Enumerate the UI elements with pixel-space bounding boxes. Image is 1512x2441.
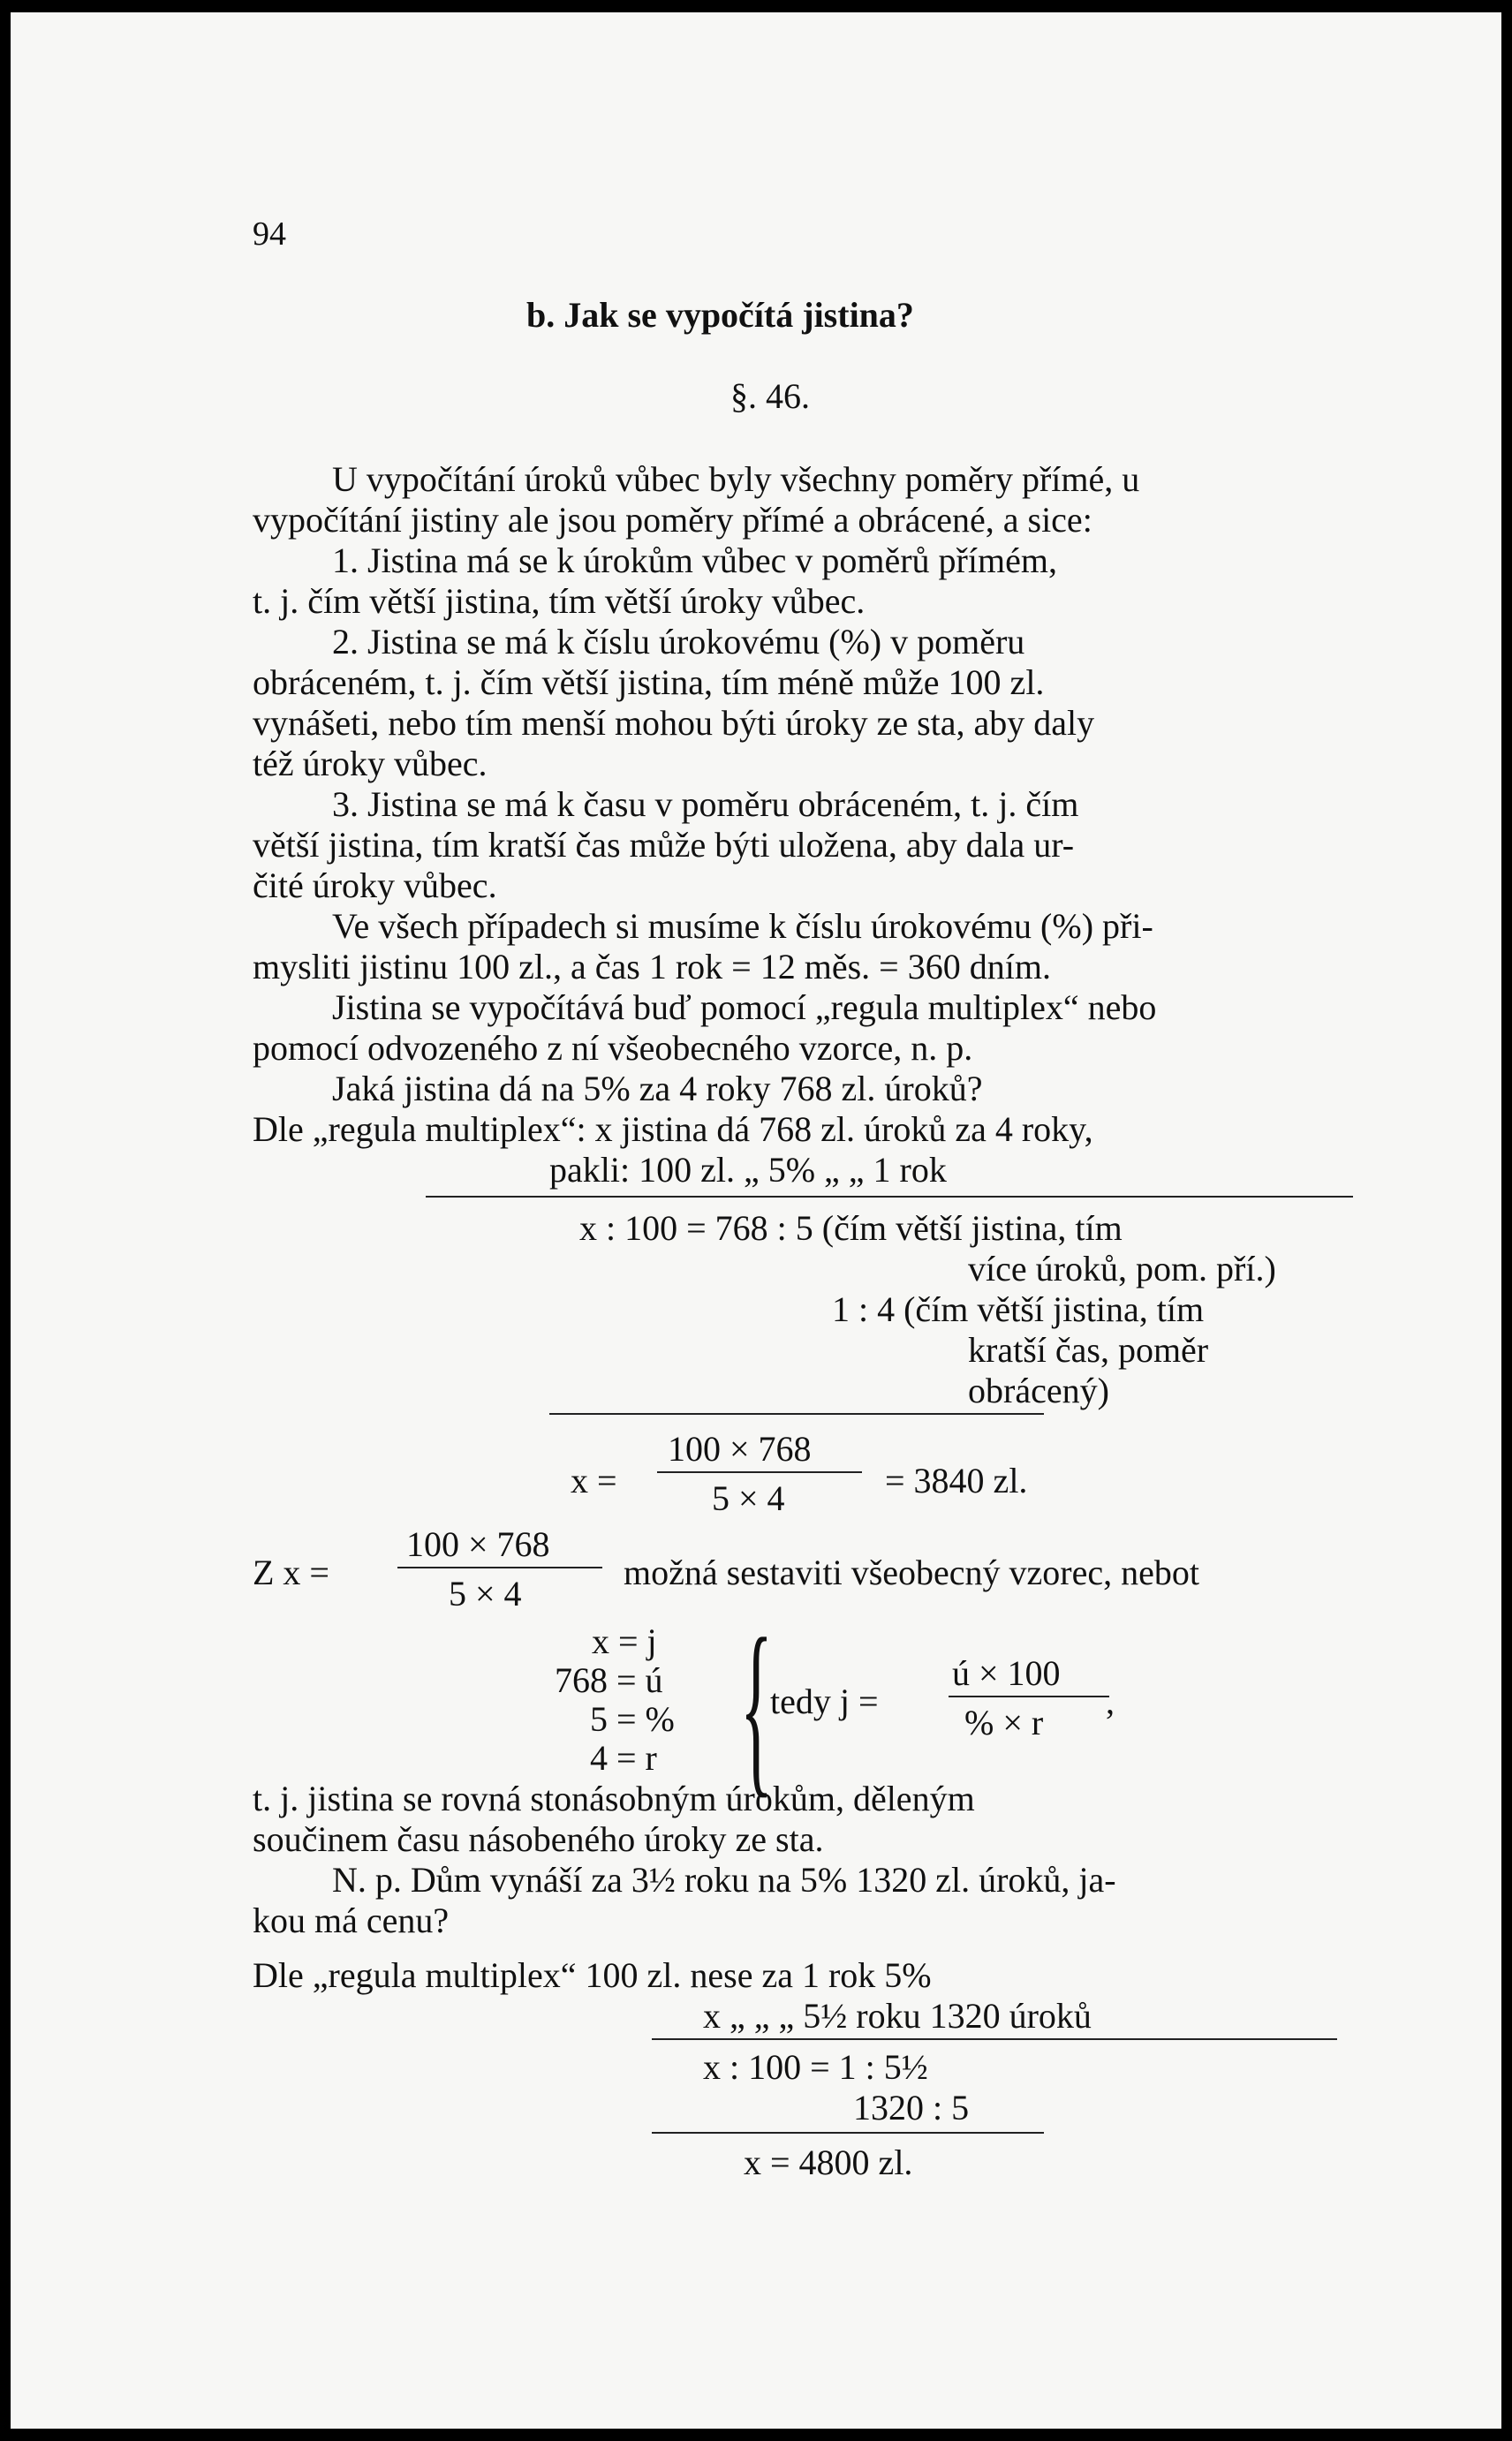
chapter-heading: b. Jak se vypočítá jistina? bbox=[526, 295, 914, 335]
formula-comma: , bbox=[1106, 1681, 1115, 1721]
rm1-proportion-1b: více úroků, pom. pří.) bbox=[968, 1249, 1276, 1289]
note-line-2: mysliti jistinu 100 zl., a čas 1 rok = 12 měs. = 360 dním. bbox=[253, 947, 1051, 986]
rm2-line-2: x „ „ „ 5½ roku 1320 úroků bbox=[703, 1996, 1092, 2036]
rm1-proportion-2c: obrácený) bbox=[968, 1371, 1109, 1410]
rm1-line-2: pakli: 100 zl. „ 5% „ „ 1 rok bbox=[549, 1150, 947, 1190]
formula-fraction-bar bbox=[397, 1567, 602, 1568]
rule3-line-3: čité úroky vůbec. bbox=[253, 865, 497, 905]
rm1-result: = 3840 zl. bbox=[885, 1461, 1028, 1500]
rm2-line-1: Dle „regula multiplex“ 100 zl. nese za 1 rok 5% bbox=[253, 1955, 932, 1995]
rm1-numerator: 100 × 768 bbox=[668, 1429, 812, 1469]
formula-text: možná sestaviti všeobecný vzorec, nebot bbox=[624, 1553, 1199, 1592]
rule2-line-4: též úroky vůbec. bbox=[253, 744, 488, 783]
formula-j-fraction-bar bbox=[949, 1696, 1109, 1697]
rule3-line-1: 3. Jistina se má k času v poměru obráceném, t. j. čím bbox=[332, 784, 1079, 824]
formula-tedy: tedy j = bbox=[770, 1681, 879, 1721]
rm2-proportion-2: 1320 : 5 bbox=[853, 2088, 970, 2127]
intro-line-2: vypočítání jistiny ale jsou poměry přímé a obrácené, a sice: bbox=[253, 500, 1092, 540]
question-1: Jaká jistina dá na 5% za 4 roky 768 zl. úroků? bbox=[332, 1069, 983, 1108]
rule1-line-2: t. j. čím větší jistina, tím větší úroky vůbec. bbox=[253, 581, 866, 621]
rm1-line-1: Dle „regula multiplex“: x jistina dá 768 zl. úroků za 4 roky, bbox=[253, 1109, 1093, 1149]
rule2-line-2: obráceném, t. j. čím větší jistina, tím méně může 100 zl. bbox=[253, 662, 1045, 702]
conclusion-line-1: t. j. jistina se rovná stonásobným úrokům, děleným bbox=[253, 1779, 975, 1818]
formula-j-numerator: ú × 100 bbox=[952, 1653, 1061, 1693]
method-line-1: Jistina se vypočítává buď pomocí „regula multiplex“ nebo bbox=[332, 987, 1157, 1027]
brace-icon: { bbox=[740, 1598, 773, 1814]
rm2-result: x = 4800 zl. bbox=[744, 2142, 913, 2182]
formula-var-1: x = j bbox=[592, 1621, 657, 1661]
rm1-proportion-2b: kratší čas, poměr bbox=[968, 1330, 1209, 1370]
rm2-rule-2 bbox=[652, 2132, 1044, 2134]
conclusion-line-2: součinem času násobeného úroky ze sta. bbox=[253, 1819, 824, 1859]
formula-denominator: 5 × 4 bbox=[449, 1574, 522, 1613]
formula-var-2: 768 = ú bbox=[555, 1660, 663, 1700]
rm2-proportion-1: x : 100 = 1 : 5½ bbox=[703, 2047, 928, 2087]
note-line-1: Ve všech případech si musíme k číslu úrokovému (%) při- bbox=[332, 906, 1153, 946]
page-number: 94 bbox=[253, 215, 286, 253]
example2-line-1: N. p. Dům vynáší za 3½ roku na 5% 1320 zl. úroků, ja- bbox=[332, 1860, 1116, 1900]
rm1-proportion-2: 1 : 4 (čím větší jistina, tím bbox=[832, 1289, 1205, 1329]
rm1-denominator: 5 × 4 bbox=[712, 1478, 785, 1518]
formula-lhs: Z x = bbox=[253, 1553, 329, 1592]
rm1-rule-2 bbox=[549, 1413, 1044, 1415]
rm1-proportion-1: x : 100 = 768 : 5 (čím větší jistina, tím bbox=[579, 1208, 1123, 1248]
rule2-line-3: vynášeti, nebo tím menší mohou býti úroky ze sta, aby daly bbox=[253, 703, 1095, 743]
rule3-line-2: větší jistina, tím kratší čas může býti uložena, aby dala ur- bbox=[253, 825, 1075, 865]
rm1-rule-1 bbox=[426, 1196, 1353, 1198]
formula-numerator: 100 × 768 bbox=[406, 1524, 550, 1564]
rm1-lhs: x = bbox=[571, 1461, 617, 1500]
intro-line-1: U vypočítání úroků vůbec byly všechny poměry přímé, u bbox=[332, 459, 1140, 499]
section-number: §. 46. bbox=[730, 376, 810, 416]
rule2-line-1: 2. Jistina se má k číslu úrokovému (%) v poměru bbox=[332, 622, 1025, 661]
formula-var-3: 5 = % bbox=[590, 1699, 675, 1739]
formula-j-denominator: % × r bbox=[964, 1703, 1044, 1742]
method-line-2: pomocí odvozeného z ní všeobecného vzorce, n. p. bbox=[253, 1028, 973, 1068]
rm2-rule-1 bbox=[652, 2038, 1337, 2040]
formula-var-4: 4 = r bbox=[590, 1738, 657, 1778]
rm1-fraction-bar bbox=[657, 1471, 862, 1473]
book-page bbox=[11, 12, 1501, 2429]
rule1-line-1: 1. Jistina má se k úrokům vůbec v poměrů přímém, bbox=[332, 540, 1057, 580]
example2-line-2: kou má cenu? bbox=[253, 1901, 450, 1940]
